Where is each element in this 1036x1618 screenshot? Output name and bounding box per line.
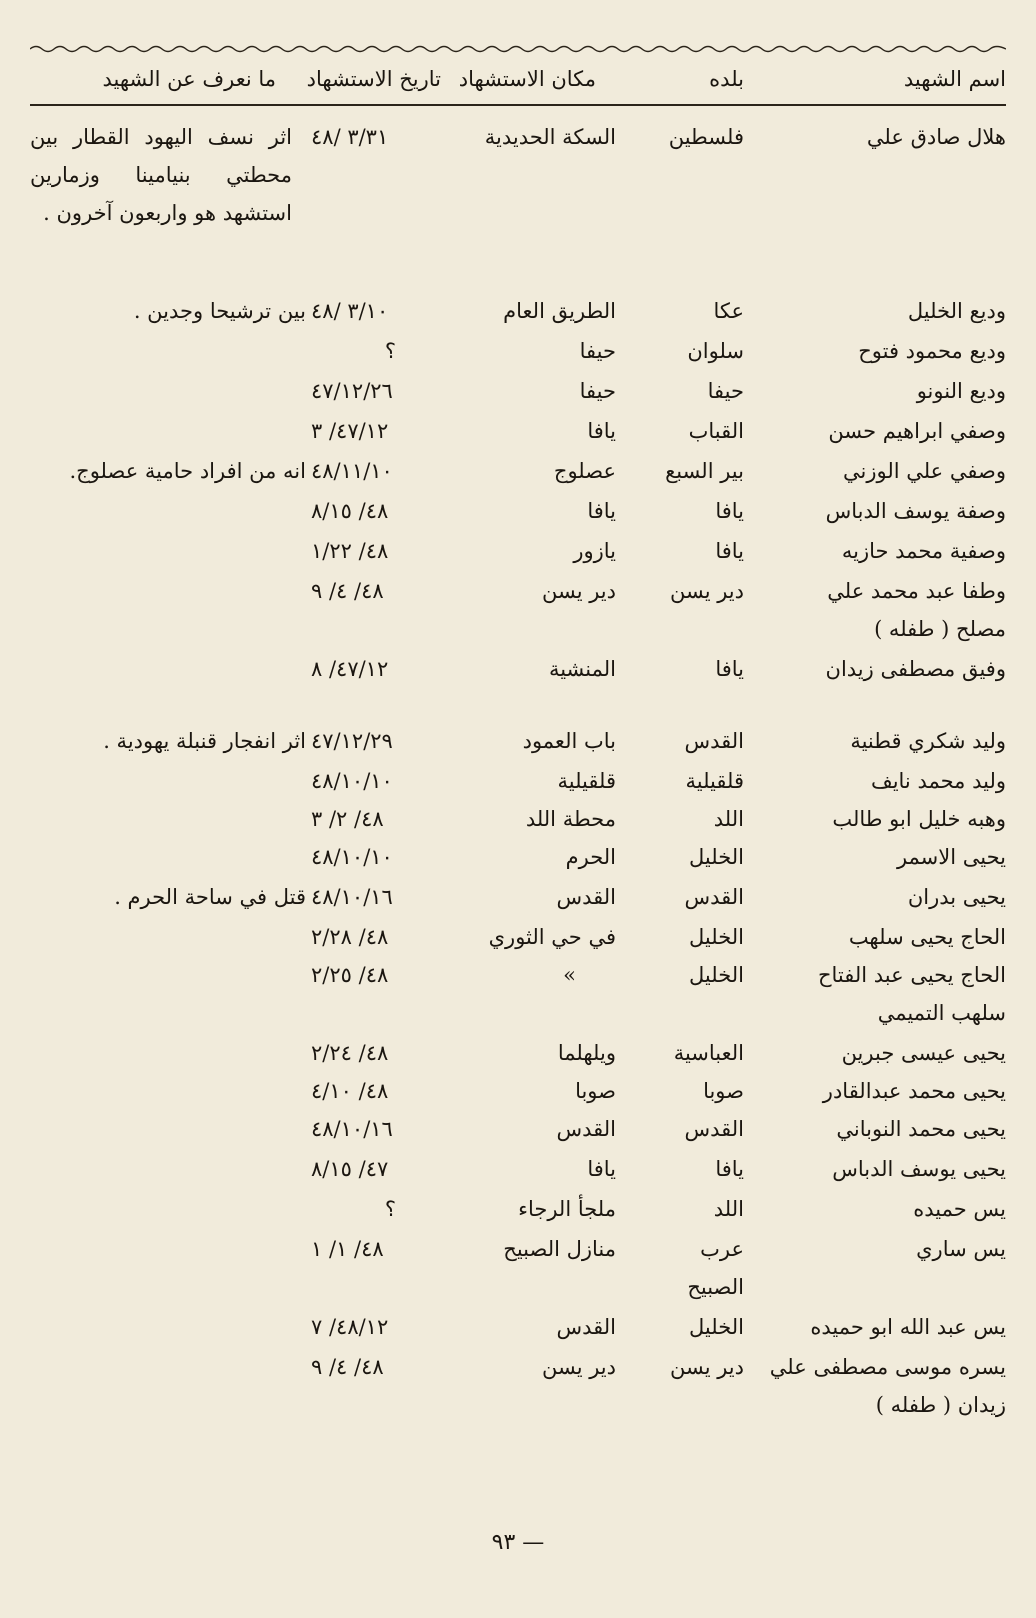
martyr-date: ٤٧/١٢/٢٩ [311,729,393,753]
martyr-town: حيفا [707,379,744,403]
martyr-name-continuation: مصلح ( طفله ) [874,617,1006,641]
martyr-name-continuation: سلهب التميمي [877,1001,1006,1025]
martyr-place: صوبا [575,1079,616,1103]
martyr-place: دير يسن [541,1355,616,1379]
martyr-note: قتل في ساحة الحرم . [114,885,306,909]
martyr-date: ٣/٣١ /٤٨ [311,125,389,149]
martyr-town: الخليل [689,963,744,987]
table-row [30,800,1006,838]
martyr-place: يافا [587,499,616,523]
martyr-place: المنشية [548,657,616,681]
martyr-name: وصفة يوسف الدباس [825,499,1006,523]
table-row [30,372,1006,410]
martyr-note: اثر انفجار قنبلة يهودية . [103,729,306,753]
martyr-name: وفيق مصطفى زيدان [825,657,1006,681]
martyr-date: ٤٨/١٠/١٠ [311,769,393,793]
martyr-date: ٤٨/ ١/ ١ [311,1237,384,1261]
table-row [30,1348,1006,1386]
martyr-date: ٤٨/١٠/١٦ [311,885,393,909]
table-row [30,1230,1006,1268]
martyr-name: يس عبد الله ابو حميده [810,1315,1006,1339]
martyr-place: الحرم [565,845,616,869]
martyr-town: بير السبع [665,459,744,483]
martyr-town: القدس [684,1117,744,1141]
martyr-name: يسره موسى مصطفى علي [769,1355,1006,1379]
martyr-place: القدس [556,1315,616,1339]
martyr-name: يحيى يوسف الدباس [832,1157,1006,1181]
header-date: تاريخ الاستشهاد [306,67,441,91]
martyr-name-continuation: زيدان ( طفله ) [875,1393,1006,1417]
martyr-place: قلقيلية [557,769,616,793]
martyr-name: وليد شكري قطنية [850,729,1006,753]
martyr-town: يافا [715,657,744,681]
martyr-town: القدس [684,885,744,909]
martyr-place: » [563,963,576,987]
martyr-name: يس ساري [916,1237,1006,1261]
martyr-date: ؟ [384,1197,396,1221]
header-rule [30,104,1006,106]
table-row [30,1190,1006,1228]
table-row [30,878,1006,916]
martyr-place: منازل الصبيح [503,1237,616,1261]
martyr-town: يافا [715,1157,744,1181]
martyr-name: وطفا عبد محمد علي [827,579,1006,603]
martyr-place: السكة الحديدية [484,125,616,149]
martyr-town: عكا [713,299,744,323]
table-row [30,292,1006,330]
table-row [30,452,1006,490]
table-row [30,492,1006,530]
table-row [30,1072,1006,1110]
martyr-place: ويلهلما [557,1041,616,1065]
martyr-town: القباب [688,419,744,443]
header-note: ما نعرف عن الشهيد [102,67,276,91]
martyr-place: القدس [556,885,616,909]
martyr-town: يافا [715,499,744,523]
martyr-date: ٤٨/١٠/١٠ [311,845,393,869]
martyr-town: الخليل [689,1315,744,1339]
martyr-name: يحيى بدران [907,885,1006,909]
table-header [30,60,1006,98]
martyr-date: ٣/١٠ /٤٨ [311,299,389,323]
martyr-note: بين ترشيحا وجدين . [133,299,306,323]
martyr-name: وديع محمود فتوح [858,339,1006,363]
martyr-town: فلسطين [668,125,744,149]
martyr-name: يحيى محمد النوباني [836,1117,1006,1141]
martyr-place: حيفا [579,379,616,403]
martyr-town: دير يسن [669,579,744,603]
martyr-note: انه من افراد حامية عصلوج. [69,459,306,483]
table-row [30,762,1006,800]
martyr-name: وديع الخليل [907,299,1006,323]
martyr-date: ٤٨/١٠/١٦ [311,1117,393,1141]
martyr-town: الخليل [689,925,744,949]
martyr-name: وصفي ابراهيم حسن [828,419,1006,443]
table-row [30,722,1006,760]
martyr-name: وصفية محمد حازيه [841,539,1006,563]
martyr-date: ٤٨/ ٢/٢٥ [311,963,389,987]
martyr-place: يازور [573,539,616,563]
table-row [30,572,1006,610]
martyr-date: ٤٧/١٢/ ٨ [311,657,389,681]
martyr-date: ٤٨/١٢/ ٧ [311,1315,389,1339]
martyr-name: وهبه خليل ابو طالب [832,807,1006,831]
table-row [30,1034,1006,1072]
martyr-place: في حي الثوري [488,925,616,949]
martyr-date: ٤٨/ ١/٢٢ [311,539,389,563]
martyr-date: ٤٨/ ٢/ ٣ [311,807,384,831]
martyr-place: يافا [587,1157,616,1181]
table-row [30,532,1006,570]
martyr-town: اللد [713,1197,744,1221]
martyr-place: دير يسن [541,579,616,603]
martyr-note-block: اثر نسف اليهود القطار بين محطتي بنيامينا وزمارين استشهد هو واربعون آخرون . [30,125,292,225]
martyr-name: يحيى الاسمر [896,845,1006,869]
table-row [30,1308,1006,1346]
martyr-town: قلقيلية [685,769,744,793]
martyr-town: صوبا [703,1079,744,1103]
martyr-name: وديع النونو [916,379,1006,403]
table-row [30,1110,1006,1148]
header-name: اسم الشهيد [903,67,1006,91]
martyr-town: القدس [684,729,744,753]
table-row [30,1150,1006,1188]
martyr-name: الحاج يحيى عبد الفتاح [817,963,1006,987]
martyr-date: ٤٨/ ٤/ ٩ [311,579,384,603]
table-row [30,332,1006,370]
martyr-date: ٤٧/ ٨/١٥ [311,1157,389,1181]
martyr-town: الخليل [689,845,744,869]
martyr-place: عصلوج [553,459,616,483]
martyr-date: ٤٨/١١/١٠ [311,459,393,483]
martyr-town: يافا [715,539,744,563]
martyr-town: عرب [700,1237,744,1261]
header-town: بلده [709,67,744,91]
martyr-town-continuation: الصبيح [687,1275,744,1299]
martyr-place: حيفا [579,339,616,363]
martyr-place: الطريق العام [503,299,616,323]
martyr-place: ملجأ الرجاء [518,1197,616,1221]
martyr-town: دير يسن [669,1355,744,1379]
table-row [30,956,1006,994]
martyr-town: العباسية [673,1041,744,1065]
martyr-town: سلوان [687,339,744,363]
martyr-town: اللد [713,807,744,831]
martyr-place: محطة اللد [525,807,616,831]
martyr-date: ٤٧/١٢/ ٣ [311,419,389,443]
martyr-date: ٤٨/ ٢/٢٤ [311,1041,389,1065]
martyr-date: ٤٧/١٢/٢٦ [311,379,393,403]
martyr-date: ٤٨/ ٨/١٥ [311,499,389,523]
martyr-name: يحيى محمد عبدالقادر [822,1079,1006,1103]
martyr-date: ؟ [384,339,396,363]
martyr-place: باب العمود [522,729,616,753]
table-row [30,412,1006,450]
martyr-date: ٤٨/ ٢/٢٨ [311,925,389,949]
martyr-name: يس حميده [913,1197,1006,1221]
table-row [30,838,1006,876]
martyr-name: وصفي علي الوزني [842,459,1006,483]
martyr-name: هلال صادق علي [866,125,1006,149]
martyr-place: يافا [587,419,616,443]
header-place: مكان الاستشهاد [458,67,596,91]
table-row [30,650,1006,688]
top-wavy-rule [30,44,1006,54]
martyr-name: وليد محمد نايف [870,769,1006,793]
martyr-date: ٤٨/ ٤/ ٩ [311,1355,384,1379]
martyr-place: القدس [556,1117,616,1141]
martyr-name: يحيى عيسى جبرين [841,1041,1006,1065]
page-number: — ٩٣ [491,1530,545,1555]
table-row [30,918,1006,956]
martyr-date: ٤٨/ ٤/١٠ [311,1079,389,1103]
martyr-name: الحاج يحيى سلهب [848,925,1006,949]
